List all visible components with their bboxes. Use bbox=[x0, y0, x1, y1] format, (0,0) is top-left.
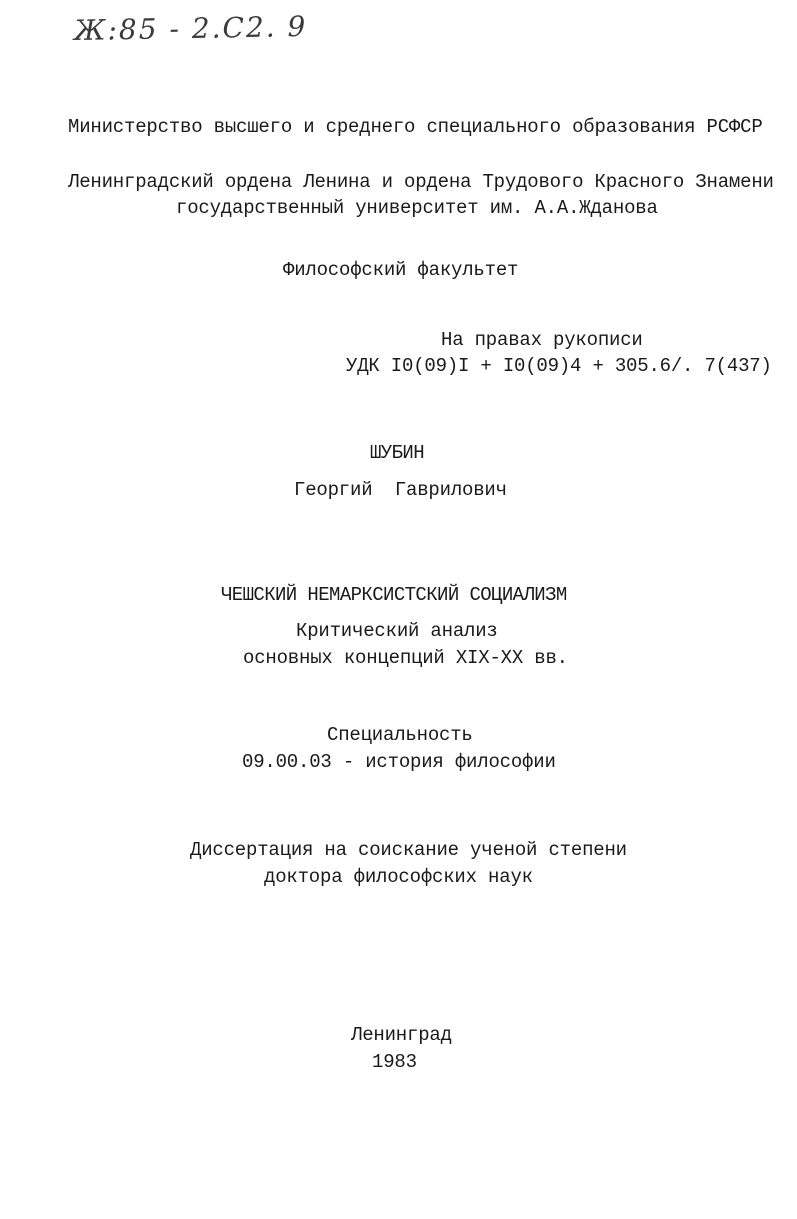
manuscript-rights-line: На правах рукописи bbox=[441, 329, 643, 351]
subtitle-line-1: Критический анализ bbox=[296, 620, 498, 642]
specialty-value: 09.00.03 - история философии bbox=[242, 751, 556, 773]
university-line-2: государственный университет им. А.А.Жданова bbox=[176, 197, 658, 219]
author-surname: ШУБИН bbox=[370, 442, 425, 464]
specialty-label: Специальность bbox=[327, 724, 473, 746]
dissertation-degree-line-1: Диссертация на соискание ученой степени bbox=[190, 839, 627, 861]
dissertation-degree-line-2: доктора философских наук bbox=[264, 866, 533, 888]
year-line: 1983 bbox=[372, 1051, 417, 1073]
archive-handwritten-mark: Ж:85 - 2.С2. 9 bbox=[73, 9, 308, 48]
faculty-line: Философский факультет bbox=[283, 259, 519, 281]
author-name: Георгий Гаврилович bbox=[294, 479, 507, 501]
subtitle-line-2: основных концепций XIX-XX вв. bbox=[243, 647, 568, 669]
university-line-1: Ленинградский ордена Ленина и ордена Трудового Красного Знамени bbox=[68, 171, 774, 193]
udc-line: УДК I0(09)I + I0(09)4 + 305.6/. 7(437) bbox=[346, 355, 772, 377]
city-line: Ленинград bbox=[351, 1024, 452, 1046]
ministry-line: Министерство высшего и среднего специального образования РСФСР bbox=[68, 116, 763, 138]
dissertation-title: ЧЕШСКИЙ НЕМАРКСИСТСКИЙ СОЦИАЛИЗМ bbox=[221, 584, 567, 606]
